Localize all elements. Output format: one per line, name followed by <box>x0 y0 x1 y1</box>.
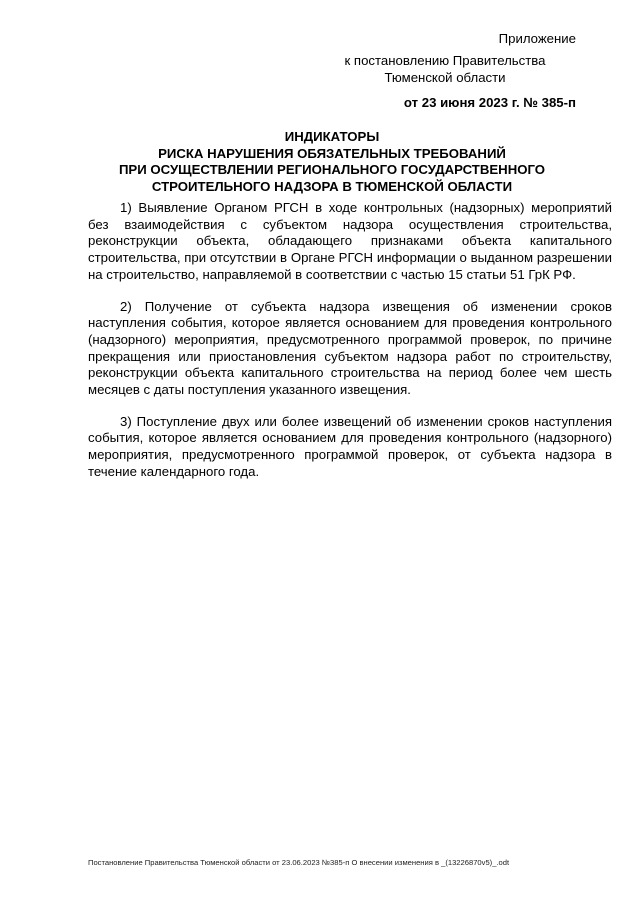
indicator-item-3: 3) Поступление двух или более извещений об изменении сроков наступления события, которое является основанием для проведения контрольного (надзорного) мероприятия, предусмотренного программой проверок, от субъекта надзора в течение календарного года. <box>88 413 612 479</box>
indicator-item-1: 1) Выявление Органом РГСН в ходе контрольных (надзорных) мероприятий без взаимодействия с субъектом надзора осуществления строительства, реконструкции объекта, обладающего признаками объекта капитального строительства, при отсутствии в Органе РГСН информации о выданном разрешении на строительство, направляемой в соответствии с частью 15 статьи 51 ГрК РФ. <box>88 200 612 282</box>
heading-line-3: ПРИ ОСУЩЕСТВЛЕНИИ РЕГИОНАЛЬНОГО ГОСУДАРСТВЕННОГО <box>118 162 546 177</box>
indicator-list <box>88 200 612 496</box>
document-heading <box>88 129 576 195</box>
appendix-block <box>296 30 576 111</box>
heading-line-2: РИСКА НАРУШЕНИЯ ОБЯЗАТЕЛЬНЫХ ТРЕБОВАНИЙ <box>158 145 506 161</box>
appendix-title: Приложение <box>498 31 576 46</box>
appendix-region: Тюменской области <box>384 70 506 85</box>
document-footer: Постановление Правительства Тюменской области от 23.06.2023 №385-п О внесении изменения в _(13226870v5)_.odt <box>88 858 510 867</box>
heading-line-1: ИНДИКАТОРЫ <box>284 129 380 144</box>
appendix-date: от 23 июня 2023 г. № 385-п <box>403 95 576 110</box>
appendix-reference: к постановлению Правительства <box>344 53 546 68</box>
heading-line-4: СТРОИТЕЛЬНОГО НАДЗОРА В ТЮМЕНСКОЙ ОБЛАСТИ <box>151 178 513 194</box>
indicator-item-2: 2) Получение от субъекта надзора извещения об изменении сроков наступления события, которое является основанием для проведения контрольного (надзорного) мероприятия, предусмотренного программой проверок, по причине прекращения или приостановления субъектом надзора работ по строительству, реконструкции объекта капитального строительства на период более чем шесть месяцев с даты поступления указанного извещения. <box>88 298 612 398</box>
